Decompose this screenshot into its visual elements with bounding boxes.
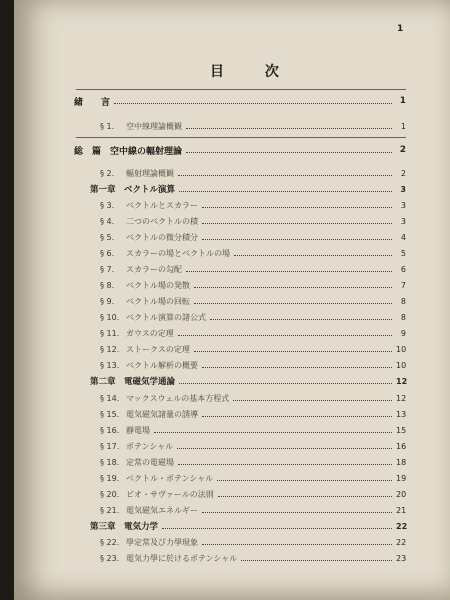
dot-leader — [218, 496, 392, 497]
toc-entry-section[interactable] — [100, 166, 406, 180]
entry-number: § 1. — [100, 121, 115, 131]
entry-page: 12 — [396, 376, 408, 386]
dot-leader — [186, 271, 392, 272]
entry-number: § 13. — [100, 360, 120, 370]
entry-page: 23 — [396, 553, 407, 563]
toc-entry-section[interactable] — [100, 230, 406, 244]
dot-leader — [234, 255, 392, 256]
entry-page: 18 — [396, 457, 407, 467]
dot-leader — [217, 480, 392, 481]
entry-page: 22 — [396, 537, 407, 547]
entry-page: 1 — [399, 96, 406, 106]
entry-label: 電気磁気諸量の誘導 — [126, 409, 198, 419]
entry-number: § 18. — [100, 457, 120, 467]
toc-entry-section[interactable] — [100, 294, 406, 308]
entry-number: § 10. — [100, 312, 120, 322]
entry-page: 13 — [396, 409, 407, 419]
dot-leader — [202, 512, 392, 513]
entry-page: 3 — [400, 200, 406, 210]
entry-number: § 14. — [100, 393, 120, 403]
entry-number: § 19. — [100, 473, 120, 483]
entry-page: 16 — [396, 441, 407, 451]
dot-leader — [179, 383, 392, 384]
entry-page: 10 — [396, 360, 407, 370]
entry-page: 20 — [396, 489, 407, 499]
entry-page: 6 — [400, 264, 406, 274]
toc-entry-section[interactable] — [100, 358, 406, 372]
dot-leader — [210, 319, 392, 320]
book-page — [14, 0, 450, 600]
toc-entry-section[interactable] — [100, 198, 406, 212]
entry-page: 19 — [396, 473, 407, 483]
toc-entry-section[interactable] — [100, 503, 406, 517]
dot-leader — [194, 351, 392, 352]
divider — [76, 89, 406, 90]
dot-leader — [202, 239, 392, 240]
entry-page: 7 — [400, 280, 406, 290]
toc-entry-section[interactable] — [100, 535, 406, 549]
entry-page: 1 — [400, 121, 406, 131]
entry-page: 3 — [400, 184, 406, 194]
toc-entry-section[interactable] — [100, 342, 406, 356]
entry-number: § 12. — [100, 344, 120, 354]
entry-number: § 15. — [100, 409, 120, 419]
entry-label: 空中線理論概観 — [126, 121, 182, 131]
toc-entry-section[interactable] — [100, 407, 406, 421]
dot-leader — [194, 287, 392, 288]
entry-page: 3 — [400, 216, 406, 226]
entry-page: 22 — [396, 521, 408, 531]
toc-entry-section[interactable] — [100, 214, 406, 228]
toc-title: 目 次 — [210, 64, 297, 80]
toc-entry-chapter[interactable] — [90, 374, 406, 388]
entry-page: 8 — [400, 296, 406, 306]
dot-leader — [178, 464, 392, 465]
entry-number: § 17. — [100, 441, 120, 451]
entry-page: 2 — [399, 145, 406, 155]
entry-label: 定常の電磁場 — [126, 457, 174, 467]
dot-leader — [233, 400, 392, 401]
entry-page: 2 — [400, 168, 406, 178]
dot-leader — [194, 303, 392, 304]
entry-label: ポテンシャル — [126, 441, 174, 451]
dot-leader — [178, 175, 392, 176]
entry-label: ベクトル場の回転 — [126, 296, 190, 306]
entry-label: ベクトルとスカラー — [126, 200, 198, 210]
divider — [76, 137, 406, 138]
entry-number: § 22. — [100, 537, 120, 547]
toc-entry-section[interactable] — [100, 471, 406, 485]
entry-label: ベクトル解析の概要 — [126, 360, 198, 370]
entry-number: § 3. — [100, 200, 115, 210]
entry-label: ベクトルの微分積分 — [126, 232, 198, 242]
toc-entry-section[interactable] — [100, 246, 406, 260]
entry-page: 12 — [396, 393, 407, 403]
dot-leader — [202, 544, 392, 545]
entry-number: § 11. — [100, 328, 120, 338]
toc-entry-part[interactable] — [74, 143, 406, 157]
entry-number: § 21. — [100, 505, 120, 515]
toc-entry-section[interactable] — [100, 326, 406, 340]
toc-entry-section[interactable] — [100, 551, 406, 565]
dot-leader — [186, 128, 392, 129]
entry-number: § 5. — [100, 232, 115, 242]
dot-leader — [202, 207, 392, 208]
dot-leader — [241, 560, 392, 561]
dot-leader — [202, 223, 392, 224]
entry-number: § 9. — [100, 296, 115, 306]
toc-entry-section[interactable] — [100, 310, 406, 324]
entry-page: 4 — [400, 232, 406, 242]
entry-label: 第一章 ベクトル演算 — [90, 185, 176, 195]
toc-entry-section[interactable] — [100, 119, 406, 133]
entry-label: ベクトル演算の諸公式 — [126, 312, 206, 322]
toc-entry-section[interactable] — [100, 487, 406, 501]
entry-number: § 23. — [100, 553, 120, 563]
dot-leader — [114, 103, 392, 104]
toc-entry-section[interactable] — [100, 439, 406, 453]
dot-leader — [179, 191, 392, 192]
entry-page: 21 — [396, 505, 407, 515]
toc-entry-section[interactable] — [100, 423, 406, 437]
entry-label: 輻射理論概観 — [126, 168, 174, 178]
entry-label: 電気力學に於けるポテンシャル — [126, 553, 238, 563]
entry-label: スカラーの場とベクトルの場 — [126, 248, 230, 258]
toc-entry-section[interactable] — [100, 262, 406, 276]
entry-label: 電気磁気エネルギー — [126, 505, 198, 515]
dot-leader — [186, 152, 392, 153]
toc-entry-section[interactable] — [100, 391, 406, 405]
entry-label: ガウスの定理 — [126, 328, 174, 338]
dot-leader — [202, 367, 392, 368]
entry-page: 15 — [396, 425, 407, 435]
entry-label: ベクトル場の発散 — [126, 280, 190, 290]
entry-page: 8 — [400, 312, 406, 322]
toc-entry-section[interactable] — [100, 278, 406, 292]
dot-leader — [202, 416, 392, 417]
toc-entry-preface[interactable] — [74, 94, 406, 108]
dot-leader — [178, 335, 392, 336]
entry-number: § 16. — [100, 425, 120, 435]
entry-label: 靜電場 — [126, 425, 150, 435]
entry-number: § 2. — [100, 168, 115, 178]
toc-entry-chapter[interactable] — [90, 519, 406, 533]
entry-label: 二つのベクトルの積 — [126, 216, 198, 226]
entry-number: § 7. — [100, 264, 115, 274]
dot-leader — [154, 432, 392, 433]
entry-number: § 6. — [100, 248, 115, 258]
entry-label: ベクトル・ポテンシャル — [126, 473, 214, 483]
entry-label: 緒 言 — [74, 97, 111, 108]
page-number: 1 — [397, 24, 404, 34]
toc-entry-chapter[interactable] — [90, 182, 406, 196]
entry-label: 第二章 電磁気学通論 — [90, 377, 176, 387]
entry-number: § 8. — [100, 280, 115, 290]
toc-entry-section[interactable] — [100, 455, 406, 469]
entry-page: 9 — [400, 328, 406, 338]
entry-label: ストークスの定理 — [126, 344, 190, 354]
entry-page: 10 — [396, 344, 407, 354]
entry-number: § 4. — [100, 216, 115, 226]
entry-label: 総 篇 空中線の輻射理論 — [74, 146, 183, 157]
entry-number: § 20. — [100, 489, 120, 499]
entry-label: 第三章 電気力学 — [90, 522, 159, 532]
entry-page: 5 — [400, 248, 406, 258]
entry-label: マックスウェルの基本方程式 — [126, 393, 230, 403]
entry-label: 學定常及び力學現象 — [126, 537, 198, 547]
entry-label: スカラーの勾配 — [126, 264, 182, 274]
dot-leader — [177, 448, 392, 449]
entry-label: ビオ・サヴァールの法則 — [126, 489, 214, 499]
dot-leader — [162, 528, 392, 529]
